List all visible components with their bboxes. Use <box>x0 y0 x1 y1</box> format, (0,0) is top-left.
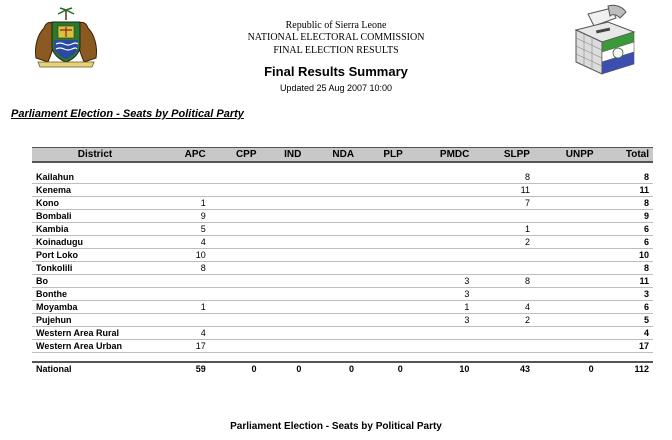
seat-count-ind <box>261 314 306 327</box>
seat-count-ind <box>261 275 306 288</box>
seat-count-unpp: 0 <box>534 362 598 375</box>
seat-count-plp: 0 <box>358 362 407 375</box>
seat-count-cpp <box>210 249 261 262</box>
total-cell: 8 <box>598 197 653 210</box>
seat-count-nda <box>305 210 358 223</box>
total-cell: 8 <box>598 262 653 275</box>
total-cell: 112 <box>598 362 653 375</box>
seat-count-pmdc <box>407 236 474 249</box>
seat-count-ind <box>261 249 306 262</box>
seat-count-slpp <box>473 249 534 262</box>
seat-count-ind <box>261 197 306 210</box>
total-cell: 9 <box>598 210 653 223</box>
seat-count-nda <box>305 275 358 288</box>
seat-count-pmdc: 3 <box>407 314 474 327</box>
seat-count-nda <box>305 301 358 314</box>
district-name: Moyamba <box>32 301 158 314</box>
seat-count-nda <box>305 314 358 327</box>
seat-count-plp <box>358 223 407 236</box>
column-header: Total <box>598 148 653 163</box>
spacer-row <box>32 162 653 171</box>
spacer-cell <box>32 162 653 171</box>
seat-count-slpp: 43 <box>473 362 534 375</box>
table-row <box>32 184 653 197</box>
seat-count-apc: 8 <box>158 262 210 275</box>
total-cell: 11 <box>598 275 653 288</box>
seat-count-slpp: 4 <box>473 301 534 314</box>
column-header: CPP <box>210 148 261 163</box>
district-name: Bombali <box>32 210 158 223</box>
seat-count-unpp <box>534 171 598 184</box>
seat-count-slpp <box>473 210 534 223</box>
seat-count-pmdc <box>407 210 474 223</box>
seat-count-pmdc <box>407 184 474 197</box>
seat-count-plp <box>358 236 407 249</box>
seat-count-apc: 4 <box>158 236 210 249</box>
table-row <box>32 314 653 327</box>
seat-count-slpp: 8 <box>473 171 534 184</box>
seat-count-nda <box>305 262 358 275</box>
seat-count-plp <box>358 288 407 301</box>
seat-count-ind <box>261 210 306 223</box>
seat-count-plp <box>358 301 407 314</box>
seat-count-ind <box>261 340 306 353</box>
table-row <box>32 275 653 288</box>
page-title: Final Results Summary <box>264 64 408 79</box>
table-row <box>32 301 653 314</box>
seat-count-pmdc: 3 <box>407 288 474 301</box>
seat-count-pmdc: 3 <box>407 275 474 288</box>
seat-count-apc: 1 <box>158 197 210 210</box>
district-name: Port Loko <box>32 249 158 262</box>
results-table <box>32 147 653 375</box>
seat-count-pmdc <box>407 249 474 262</box>
seat-count-apc: 5 <box>158 223 210 236</box>
total-cell: 6 <box>598 301 653 314</box>
seat-count-plp <box>358 210 407 223</box>
table-header-row <box>32 148 653 163</box>
seat-count-nda <box>305 340 358 353</box>
total-cell: 6 <box>598 236 653 249</box>
seat-count-slpp: 2 <box>473 314 534 327</box>
table-row <box>32 197 653 210</box>
seat-count-ind <box>261 236 306 249</box>
seat-count-ind <box>261 327 306 340</box>
seat-count-unpp <box>534 223 598 236</box>
district-name: Kono <box>32 197 158 210</box>
seat-count-plp <box>358 184 407 197</box>
seat-count-ind <box>261 171 306 184</box>
seat-count-unpp <box>534 275 598 288</box>
seat-count-cpp <box>210 275 261 288</box>
seat-count-apc <box>158 288 210 301</box>
seat-count-cpp <box>210 327 261 340</box>
header-republic: Republic of Sierra Leone <box>285 20 387 31</box>
seat-count-apc: 10 <box>158 249 210 262</box>
seat-count-cpp <box>210 197 261 210</box>
total-cell: 3 <box>598 288 653 301</box>
seat-count-plp <box>358 262 407 275</box>
seat-count-pmdc: 1 <box>407 301 474 314</box>
seat-count-cpp <box>210 262 261 275</box>
seat-count-nda: 0 <box>305 362 358 375</box>
spacer-row <box>32 353 653 363</box>
district-name: Kenema <box>32 184 158 197</box>
column-header: IND <box>261 148 306 163</box>
column-header: SLPP <box>473 148 534 163</box>
spacer-cell <box>32 353 653 363</box>
seat-count-cpp <box>210 236 261 249</box>
district-name: Western Area Urban <box>32 340 158 353</box>
seat-count-ind: 0 <box>261 362 306 375</box>
seat-count-nda <box>305 184 358 197</box>
seat-count-nda <box>305 236 358 249</box>
total-cell: 11 <box>598 184 653 197</box>
header-final-results: FINAL ELECTION RESULTS <box>273 45 399 56</box>
seat-count-slpp <box>473 262 534 275</box>
column-header: NDA <box>305 148 358 163</box>
seat-count-cpp <box>210 210 261 223</box>
seat-count-apc: 4 <box>158 327 210 340</box>
seat-count-slpp: 1 <box>473 223 534 236</box>
seat-count-unpp <box>534 210 598 223</box>
seat-count-plp <box>358 275 407 288</box>
seat-count-unpp <box>534 197 598 210</box>
total-cell: 5 <box>598 314 653 327</box>
table-row <box>32 340 653 353</box>
seat-count-plp <box>358 327 407 340</box>
seat-count-ind <box>261 262 306 275</box>
district-name: National <box>32 362 158 375</box>
column-header: APC <box>158 148 210 163</box>
table-row <box>32 327 653 340</box>
seat-count-unpp <box>534 288 598 301</box>
seat-count-unpp <box>534 314 598 327</box>
updated-timestamp: Updated 25 Aug 2007 10:00 <box>279 83 393 93</box>
seat-count-unpp <box>534 301 598 314</box>
district-name: Kailahun <box>32 171 158 184</box>
seat-count-cpp <box>210 171 261 184</box>
seat-count-unpp <box>534 262 598 275</box>
district-name: Pujehun <box>32 314 158 327</box>
seat-count-slpp <box>473 327 534 340</box>
section-subtitle: Parliament Election - Seats by Political Party <box>11 108 244 120</box>
table-row <box>32 236 653 249</box>
table-row <box>32 288 653 301</box>
district-name: Tonkolili <box>32 262 158 275</box>
seat-count-pmdc: 10 <box>407 362 474 375</box>
seat-count-nda <box>305 327 358 340</box>
seat-count-nda <box>305 249 358 262</box>
seat-count-cpp <box>210 314 261 327</box>
seat-count-plp <box>358 249 407 262</box>
seat-count-cpp <box>210 184 261 197</box>
seat-count-slpp: 11 <box>473 184 534 197</box>
district-name: Koinadugu <box>32 236 158 249</box>
seat-count-slpp <box>473 340 534 353</box>
column-header: PMDC <box>407 148 474 163</box>
results-body <box>32 162 653 375</box>
seat-count-pmdc <box>407 262 474 275</box>
seat-count-slpp <box>473 288 534 301</box>
seat-count-nda <box>305 288 358 301</box>
seat-count-apc <box>158 184 210 197</box>
seat-count-cpp <box>210 223 261 236</box>
seat-count-pmdc <box>407 171 474 184</box>
footer-caption: Parliament Election - Seats by Political Party <box>230 421 442 432</box>
district-name: Bo <box>32 275 158 288</box>
seat-count-nda <box>305 197 358 210</box>
seat-count-apc <box>158 275 210 288</box>
seat-count-plp <box>358 314 407 327</box>
total-cell: 10 <box>598 249 653 262</box>
seat-count-slpp: 2 <box>473 236 534 249</box>
table-row <box>32 262 653 275</box>
column-header: District <box>32 148 158 163</box>
seat-count-unpp <box>534 249 598 262</box>
seat-count-pmdc <box>407 327 474 340</box>
seat-count-nda <box>305 171 358 184</box>
seat-count-apc: 9 <box>158 210 210 223</box>
total-cell: 17 <box>598 340 653 353</box>
seat-count-cpp <box>210 340 261 353</box>
seat-count-pmdc <box>407 197 474 210</box>
seat-count-unpp <box>534 236 598 249</box>
seat-count-cpp: 0 <box>210 362 261 375</box>
seat-count-cpp <box>210 288 261 301</box>
total-cell: 4 <box>598 327 653 340</box>
seat-count-apc <box>158 171 210 184</box>
seat-count-ind <box>261 184 306 197</box>
seat-count-unpp <box>534 184 598 197</box>
seat-count-ind <box>261 301 306 314</box>
seat-count-ind <box>261 288 306 301</box>
district-name: Bonthe <box>32 288 158 301</box>
total-cell: 8 <box>598 171 653 184</box>
seat-count-apc <box>158 314 210 327</box>
seat-count-apc: 59 <box>158 362 210 375</box>
seat-count-plp <box>358 340 407 353</box>
seat-count-cpp <box>210 301 261 314</box>
seat-count-unpp <box>534 340 598 353</box>
district-name: Western Area Rural <box>32 327 158 340</box>
header-commission: NATIONAL ELECTORAL COMMISSION <box>247 32 425 43</box>
seat-count-slpp: 7 <box>473 197 534 210</box>
seat-count-ind <box>261 223 306 236</box>
seat-count-plp <box>358 171 407 184</box>
column-header: PLP <box>358 148 407 163</box>
total-cell: 6 <box>598 223 653 236</box>
table-row <box>32 223 653 236</box>
seat-count-pmdc <box>407 223 474 236</box>
column-header: UNPP <box>534 148 598 163</box>
seat-count-apc: 17 <box>158 340 210 353</box>
table-row <box>32 210 653 223</box>
seat-count-plp <box>358 197 407 210</box>
district-name: Kambia <box>32 223 158 236</box>
seat-count-slpp: 8 <box>473 275 534 288</box>
seat-count-apc: 1 <box>158 301 210 314</box>
table-row <box>32 171 653 184</box>
seat-count-nda <box>305 223 358 236</box>
national-total-row <box>32 362 653 375</box>
seat-count-pmdc <box>407 340 474 353</box>
seat-count-unpp <box>534 327 598 340</box>
table-row <box>32 249 653 262</box>
